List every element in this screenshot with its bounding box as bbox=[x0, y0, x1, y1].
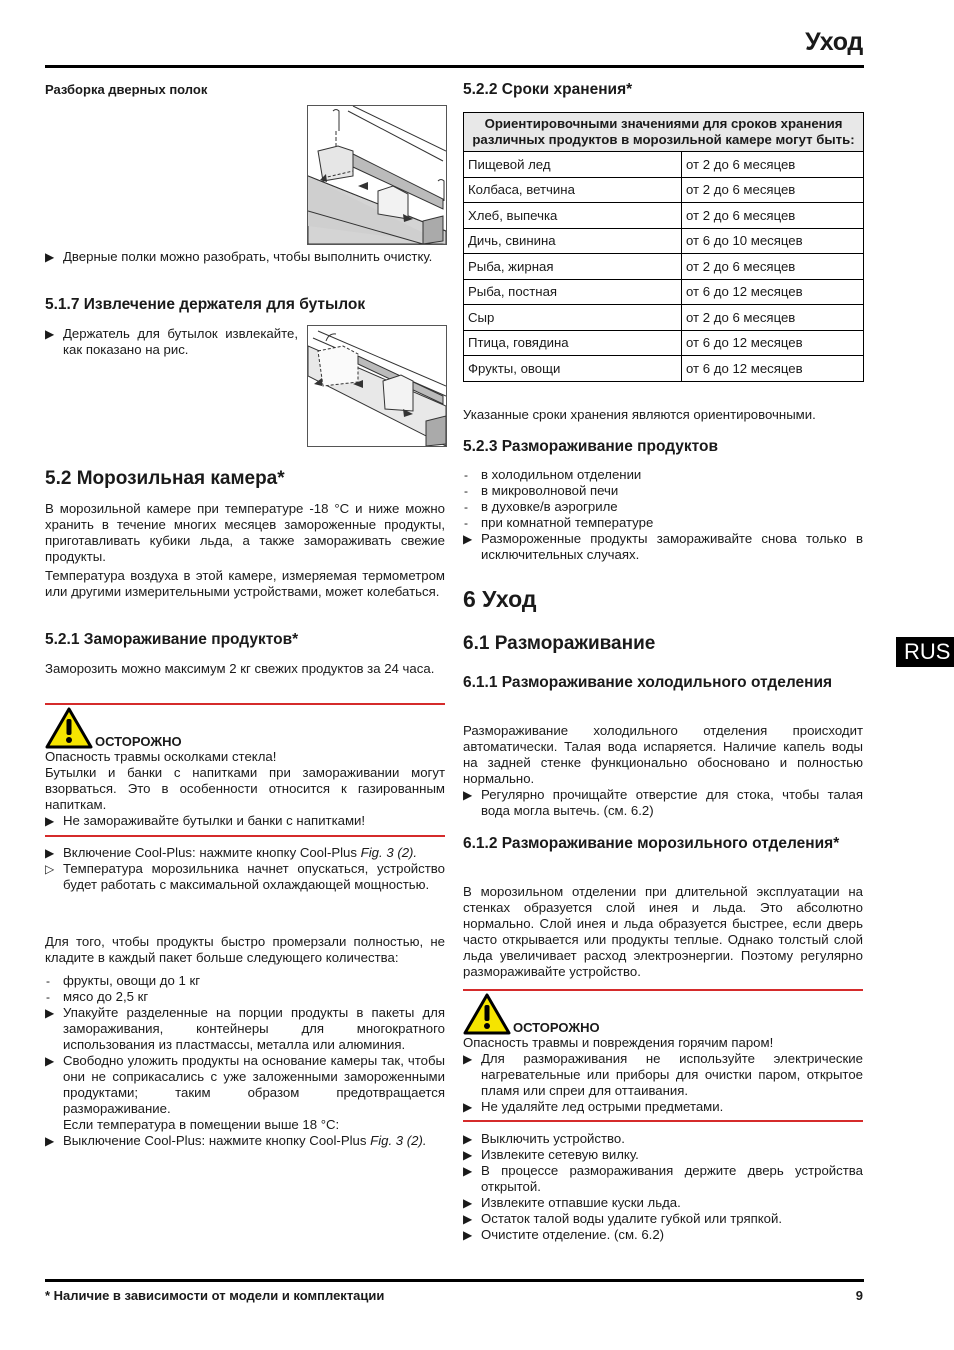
cool-plus-on-bullet: ▶ Включение Cool-Plus: нажмите кнопку Cool-Plus Fig. 3 (2). bbox=[45, 845, 418, 860]
product-cell: Рыба, жирная bbox=[464, 254, 682, 280]
section-5-1-7-heading: 5.1.7 Извлечение держателя для бутылок bbox=[45, 296, 366, 313]
bullet-arrow-icon: ▶ bbox=[45, 814, 55, 828]
section-5-2-heading: 5.2 Морозильная камера* bbox=[45, 468, 285, 489]
warning-bullet: ▶ Не удаляйте лед острыми предметами. bbox=[463, 1099, 724, 1114]
bullet-arrow-icon: ▶ bbox=[463, 1148, 473, 1162]
list-item: - в холодильном отделении bbox=[464, 467, 642, 482]
bottle-holder-illustration-icon bbox=[308, 326, 446, 446]
section-6-1-1-heading: 6.1.1 Размораживание холодильного отделения bbox=[463, 674, 833, 691]
bullet-arrow-icon: ▶ bbox=[45, 1006, 55, 1020]
language-tab: RUS bbox=[896, 637, 954, 667]
warning-top-rule bbox=[463, 989, 863, 991]
storage-term-cell: от 6 до 12 месяцев bbox=[682, 330, 864, 356]
figure-reference: Fig. 3 (2). bbox=[360, 845, 418, 860]
defrost-step: ▶ В процессе размораживания держите дверь устройства открытой. bbox=[463, 1163, 863, 1194]
page-title: Уход bbox=[805, 28, 863, 56]
defrost-step: ▶ Извлеките отпавшие куски льда. bbox=[463, 1195, 681, 1210]
storage-table bbox=[463, 112, 864, 382]
refreeze-bullet: ▶ Размороженные продукты замораживайте снова только в исключительных случаях. bbox=[463, 531, 863, 562]
section-6-1-heading: 6.1 Размораживание bbox=[463, 633, 656, 654]
bullet-arrow-icon: ▶ bbox=[45, 846, 55, 860]
section-5-2-1-paragraph-1: Заморозить можно максимум 2 кг свежих продуктов за 24 часа. bbox=[45, 661, 435, 676]
warning-line-1: Опасность травмы и повреждения горячим паром! bbox=[463, 1035, 774, 1050]
table-row bbox=[464, 203, 864, 229]
door-shelves-bullet: ▶ Дверные полки можно разобрать, чтобы выполнить очистку. bbox=[45, 249, 433, 264]
product-cell: Хлеб, выпечка bbox=[464, 203, 682, 229]
warning-label: ОСТОРОЖНО bbox=[513, 1020, 600, 1035]
product-cell: Дичь, свинина bbox=[464, 228, 682, 254]
door-shelf-illustration-icon bbox=[308, 106, 446, 244]
storage-term-cell: от 2 до 6 месяцев bbox=[682, 177, 864, 203]
warning-label: ОСТОРОЖНО bbox=[95, 734, 182, 749]
table-row bbox=[464, 279, 864, 305]
cool-plus-result: ▷ Температура морозильника начнет опускаться, устройство будет работать с максимальной охлаждающей мощностью. bbox=[45, 861, 445, 892]
storage-table-header: Ориентировочными значениями для сроков хранения различных продуктов в морозильной камере могут быть: bbox=[464, 113, 864, 152]
bullet-arrow-icon: ▶ bbox=[45, 1134, 55, 1148]
defrost-step: ▶ Выключить устройство. bbox=[463, 1131, 625, 1146]
storage-term-cell: от 6 до 10 месяцев bbox=[682, 228, 864, 254]
table-row bbox=[464, 356, 864, 382]
list-item: - мясо до 2,5 кг bbox=[46, 989, 149, 1004]
section-5-2-paragraph-1: В морозильной камере при температуре -18 °С и ниже можно хранить в течение многих месяцев замороженные продукты, приготавливать кубики льда, а также замораживать свежие продукты. bbox=[45, 501, 445, 564]
bullet-arrow-icon: ▶ bbox=[45, 327, 55, 341]
section-5-2-1-heading: 5.2.1 Замораживание продуктов* bbox=[45, 631, 299, 648]
defrost-step: ▶ Извлеките сетевую вилку. bbox=[463, 1147, 639, 1162]
cool-plus-off-bullet: ▶ Выключение Cool-Plus: нажмите кнопку Cool-Plus Fig. 3 (2). bbox=[45, 1133, 427, 1148]
product-cell: Сыр bbox=[464, 305, 682, 331]
header-rule bbox=[45, 65, 864, 68]
warning-top-rule bbox=[45, 703, 445, 705]
table-row bbox=[464, 305, 864, 331]
bullet-arrow-icon: ▶ bbox=[463, 1100, 473, 1114]
door-shelf-figure bbox=[307, 105, 447, 245]
section-6-1-1-paragraph: Размораживание холодильного отделения происходит автоматически. Талая вода испаряется. Наличие капель воды на задней стенке функционально обосновано и полностью нормально. bbox=[463, 723, 863, 786]
door-shelves-heading: Разборка дверных полок bbox=[45, 82, 208, 97]
warning-bottom-rule bbox=[45, 835, 445, 837]
storage-term-cell: от 6 до 12 месяцев bbox=[682, 356, 864, 382]
product-cell: Птица, говядина bbox=[464, 330, 682, 356]
storage-term-cell: от 2 до 6 месяцев bbox=[682, 203, 864, 229]
placement-bullet: ▶ Свободно уложить продукты на основание камеры так, чтобы они не соприкасались с уже заложенными замороженными продуктами; таким образом предотвращается размораживание. Если температура в помещении выше 18 °С: bbox=[45, 1053, 445, 1132]
warning-bottom-rule bbox=[463, 1120, 863, 1122]
section-6-1-2-heading: 6.1.2 Размораживание морозильного отделения* bbox=[463, 835, 840, 852]
page-number: 9 bbox=[855, 1288, 863, 1303]
bullet-arrow-icon: ▶ bbox=[463, 1196, 473, 1210]
bottle-holder-bullet: ▶ Держатель для бутылок извлекайте, как показано на рис. bbox=[45, 326, 298, 357]
product-cell: Колбаса, ветчина bbox=[464, 177, 682, 203]
bullet-arrow-icon: ▶ bbox=[463, 1212, 473, 1226]
bottle-holder-figure bbox=[307, 325, 447, 447]
list-item: - при комнатной температуре bbox=[464, 515, 654, 530]
bullet-arrow-icon: ▶ bbox=[45, 250, 55, 264]
warning-bullet: ▶ Не замораживайте бутылки и банки с напитками! bbox=[45, 813, 366, 828]
bullet-arrow-icon: ▶ bbox=[463, 532, 473, 546]
package-limit-paragraph: Для того, чтобы продукты быстро промерзали полностью, не кладите в каждый пакет больше следующего количества: bbox=[45, 934, 445, 965]
table-row bbox=[464, 152, 864, 178]
chapter-6-heading: 6 Уход bbox=[463, 586, 537, 612]
table-row bbox=[464, 177, 864, 203]
warning-bullet: ▶ Для размораживания не используйте электрические нагревательные или приборы для очистки паром, открытое пламя или спреи для оттаивания. bbox=[463, 1051, 863, 1098]
list-item: - фрукты, овощи до 1 кг bbox=[46, 973, 201, 988]
drain-bullet: ▶ Регулярно прочищайте отверстие для стока, чтобы талая вода могла вытечь. (см. 6.2) bbox=[463, 787, 863, 818]
warning-line-2: Бутылки и банки с напитками при замораживании могут взорваться. Это в особенности относится к газированным напиткам. bbox=[45, 765, 445, 812]
storage-note: Указанные сроки хранения являются ориентировочными. bbox=[463, 407, 816, 422]
storage-term-cell: от 2 до 6 месяцев bbox=[682, 152, 864, 178]
section-5-2-3-heading: 5.2.3 Размораживание продуктов bbox=[463, 438, 719, 455]
defrost-step: ▶ Остаток талой воды удалите губкой или тряпкой. bbox=[463, 1211, 783, 1226]
bullet-arrow-icon: ▶ bbox=[463, 1132, 473, 1146]
warning-triangle-icon bbox=[45, 707, 93, 749]
bullet-arrow-icon: ▶ bbox=[463, 788, 473, 802]
packing-bullet: ▶ Упакуйте разделенные на порции продукты в пакеты для замораживания, контейнеры для многократного использования из пластмассы, металла или алюминия. bbox=[45, 1005, 445, 1052]
table-row bbox=[464, 330, 864, 356]
storage-term-cell: от 2 до 6 месяцев bbox=[682, 254, 864, 280]
bullet-arrow-icon: ▶ bbox=[463, 1228, 473, 1242]
footer-rule bbox=[45, 1279, 864, 1282]
product-cell: Пищевой лед bbox=[464, 152, 682, 178]
figure-reference: Fig. 3 (2). bbox=[370, 1133, 427, 1148]
section-5-2-paragraph-2: Температура воздуха в этой камере, измеряемая термометром или другими измерительными устройствами, может колебаться. bbox=[45, 568, 445, 599]
product-cell: Фрукты, овощи bbox=[464, 356, 682, 382]
section-5-2-2-heading: 5.2.2 Сроки хранения* bbox=[463, 81, 633, 98]
list-item: - в микроволновой печи bbox=[464, 483, 619, 498]
storage-term-cell: от 2 до 6 месяцев bbox=[682, 305, 864, 331]
storage-term-cell: от 6 до 12 месяцев bbox=[682, 279, 864, 305]
product-cell: Рыба, постная bbox=[464, 279, 682, 305]
defrost-step: ▶ Очистите отделение. (см. 6.2) bbox=[463, 1227, 665, 1242]
warning-line-1: Опасность травмы осколками стекла! bbox=[45, 749, 277, 764]
bullet-arrow-icon: ▶ bbox=[45, 1054, 55, 1068]
bullet-arrow-icon: ▶ bbox=[463, 1164, 473, 1178]
table-row bbox=[464, 228, 864, 254]
result-arrow-icon: ▷ bbox=[45, 862, 55, 876]
footer-note: * Наличие в зависимости от модели и комплектации bbox=[45, 1288, 385, 1303]
bullet-arrow-icon: ▶ bbox=[463, 1052, 473, 1066]
section-6-1-2-paragraph: В морозильном отделении при длительной эксплуатации на стенках образуется слой инея и льда. Это абсолютно нормально. Слой инея и льда образуется быстрее, если дверь часто открывается или продукты теплые. Однако толстый слой льда увеличивает расход электроэнергии. Поэтому регулярно размораживайте устройство. bbox=[463, 884, 863, 979]
list-item: - в духовке/в аэрогриле bbox=[464, 499, 618, 514]
table-row bbox=[464, 254, 864, 280]
warning-triangle-icon bbox=[463, 993, 511, 1035]
